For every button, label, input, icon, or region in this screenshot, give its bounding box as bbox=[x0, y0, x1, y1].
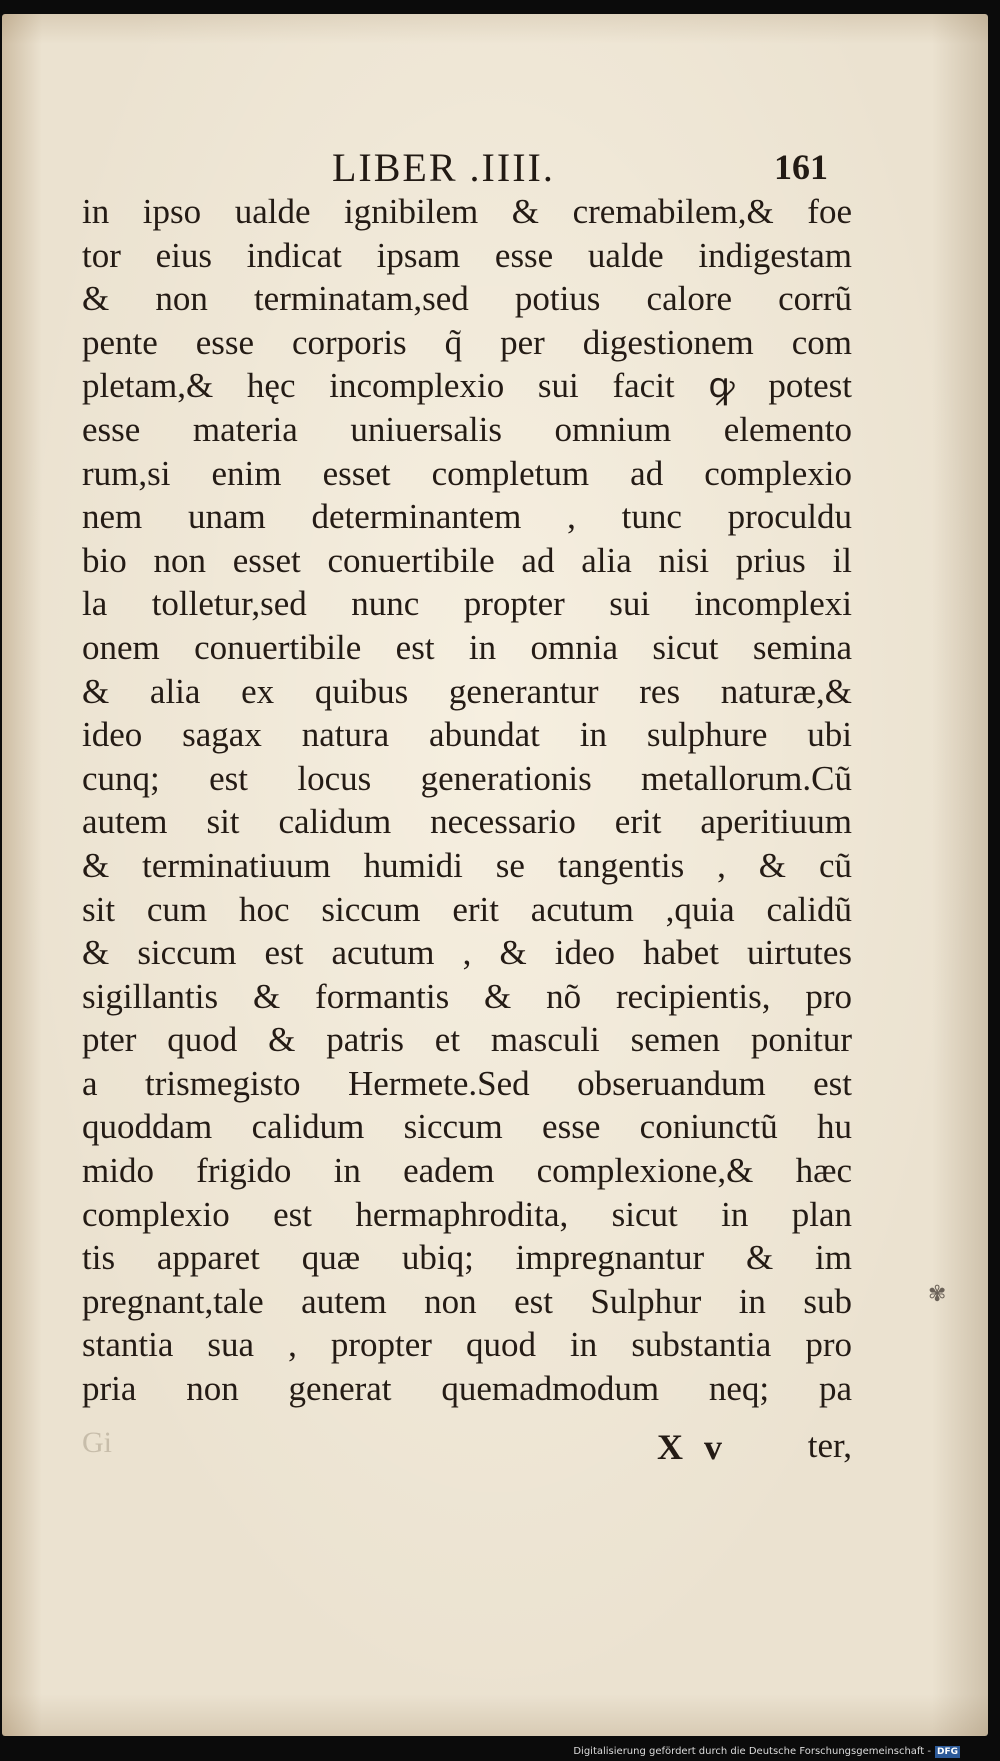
text-line: & non terminatam,sed potius calore corrũ bbox=[82, 279, 852, 319]
text-line: & terminatiuum humidi se tangentis , & cũ bbox=[82, 845, 852, 885]
text-line: a trismegisto Hermete.Sed obseruandum est bbox=[82, 1063, 852, 1103]
text-line: & siccum est acutum , & ideo habet uirtutes bbox=[82, 933, 852, 973]
text-line: ideo sagax natura abundat in sulphure ubi bbox=[82, 715, 852, 755]
text-line: rum,si enim esset completum ad complexio bbox=[82, 453, 852, 493]
dfg-logo: DFG bbox=[936, 1747, 958, 1757]
folio-number: 161 bbox=[774, 147, 828, 187]
faded-mark: Gi bbox=[82, 1426, 112, 1459]
page-footer bbox=[82, 1426, 852, 1470]
text-line: tor eius indicat ipsam esse ualde indigestam bbox=[82, 235, 852, 275]
text-line: autem sit calidum necessario erit aperitiuum bbox=[82, 802, 852, 842]
catchword: ter, bbox=[807, 1426, 852, 1465]
text-line: pletam,& hęc incomplexio sui facit ꝙ potest bbox=[82, 366, 852, 406]
text-line: la tolletur,sed nunc propter sui incomplexi bbox=[82, 584, 852, 624]
text-line: complexio est hermaphrodita, sicut in plan bbox=[82, 1194, 852, 1234]
digitization-credit bbox=[573, 1746, 960, 1758]
text-line: mido frigido in eadem complexione,& hæc bbox=[82, 1151, 852, 1191]
text-line: pter quod & patris et masculi semen ponitur bbox=[82, 1020, 852, 1060]
text-line: nem unam determinantem , tunc proculdu bbox=[82, 497, 852, 537]
text-line: esse materia uniuersalis omnium elemento bbox=[82, 409, 852, 449]
text-line: sigillantis & formantis & nõ recipientis, pro bbox=[82, 976, 852, 1016]
signature-mark: X v bbox=[657, 1427, 728, 1467]
text-line: in ipso ualde ignibilem & cremabilem,& foe bbox=[82, 192, 852, 231]
text-line: tis apparet quæ ubiq; impregnantur & im bbox=[82, 1238, 852, 1278]
text-line: pria non generat quemadmodum neq; pa bbox=[82, 1369, 852, 1409]
text-block bbox=[82, 190, 852, 1411]
text-line: stantia sua , propter quod in substantia pro bbox=[82, 1325, 852, 1365]
text-line: & alia ex quibus generantur res naturæ,& bbox=[82, 671, 852, 711]
text-line: sit cum hoc siccum erit acutum ,quia calidũ bbox=[82, 889, 852, 929]
running-head: LIBER .IIII. bbox=[332, 145, 555, 190]
book-page bbox=[2, 14, 988, 1736]
flower-ornament-icon: ✾ bbox=[928, 1282, 947, 1307]
text-line: cunq; est locus generationis metallorum.Cũ bbox=[82, 758, 852, 798]
text-line: bio non esset conuertibile ad alia nisi prius il bbox=[82, 540, 852, 580]
text-line: onem conuertibile est in omnia sicut semina bbox=[82, 627, 852, 667]
text-line: pente esse corporis q̃ per digestionem com bbox=[82, 322, 852, 362]
text-line: pregnant,tale autem non est Sulphur in sub bbox=[82, 1281, 852, 1321]
text-line: quoddam calidum siccum esse coniunctũ hu bbox=[82, 1107, 852, 1147]
credit-text: Digitalisierung gefördert durch die Deutsche Forschungsgemeinschaft - bbox=[573, 1746, 931, 1757]
